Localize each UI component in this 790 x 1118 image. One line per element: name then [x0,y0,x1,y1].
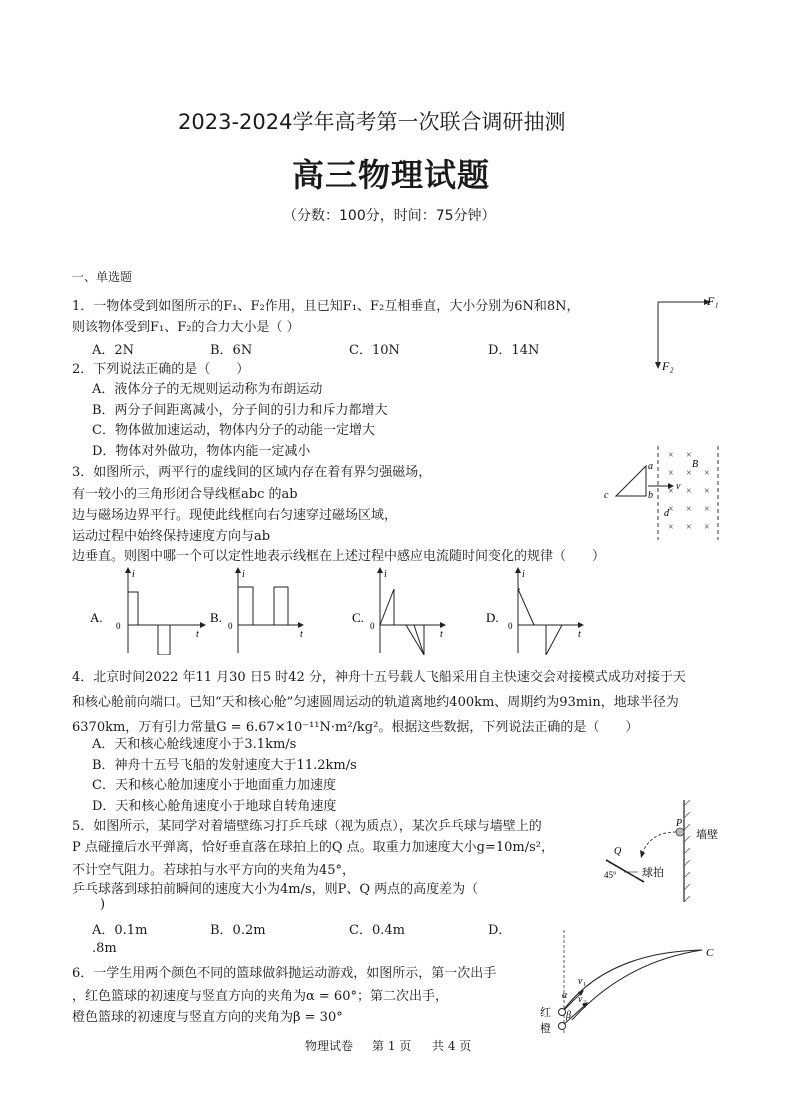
q3-line4: 运动过程中始终保持速度方向与ab [72,529,271,544]
exam-title: 2023-2024学年高考第一次联合调研抽测 [178,110,566,134]
q1-option-b: B．6N [210,343,253,358]
q6-basketball-diagram [534,926,730,1038]
q6-label-orange: 橙 [540,1023,551,1035]
q3-line5: 边垂直。则图中哪一个可以定性地表示线框在上述过程中感应电流随时间变化的规律（ ） [72,549,606,564]
q5-option-a: A．0.1m [92,923,148,938]
q4-line3: 6370km，万有引力常量G = 6.67×10⁻¹¹N·m²/kg²。根据这些数据，下列说法正确的是（ ） [72,720,639,735]
q3-graph-d [486,567,584,655]
wall-hatching [684,800,690,902]
q1-line2: 则该物体受到F₁、F₂的合力大小是（ ） [72,320,300,335]
q3-graph-label-c: C. [352,610,364,625]
field-cross: × [704,486,710,497]
q3-graph-d-o: 0 [508,621,513,631]
field-cross: × [686,522,692,533]
q5-line3: 不计空气阻力。若球拍与水平方向的夹角为45°， [72,863,356,878]
footer-page: 第 1 页 [372,1039,412,1053]
field-cross: × [704,504,710,515]
q3-label-d: d [664,508,669,519]
q3-graph-b [210,567,304,653]
field-cross: × [668,468,674,479]
q1-line1: 1．一物体受到如图所示的F₁、F₂作用，且已知F₁、F₂互相垂直，大小分别为6N和8N， [72,299,580,314]
q5-label-racket: 球拍 [642,867,664,879]
ball [676,828,684,836]
q3-label-b: b [648,490,653,501]
q3-graph-a [90,567,206,655]
q5-option-d: D． [488,923,512,938]
field-cross: × [686,486,692,497]
q5-line1: 5．如图所示，某同学对着墙壁练习打乒乓球（视为质点），某次乒乓球与墙壁上的 [72,819,542,834]
field-cross: × [704,522,710,533]
q4-option-a: A．天和核心舱线速度小于3.1km/s [92,737,297,752]
q5-option-b: B．0.2m [210,923,266,938]
section-heading: 一、单选题 [72,270,133,284]
q6-label-v1: v₁ [578,976,586,987]
field-cross: × [668,486,674,497]
q3-line2: 有一较小的三角形闭合导线框abc 的ab [72,487,298,502]
q6-label-beta: β [566,1010,571,1021]
q1-option-d: D．14N [488,343,540,358]
field-cross: × [686,468,692,479]
q6-label-red: 红 [540,1007,551,1019]
q1-force-diagram [650,290,730,380]
q2-option-c: C．物体做加速运动，物体内分子的动能一定增大 [92,423,375,438]
q3-graph-a-t: t [196,629,199,640]
q3-graph-label-d: D. [486,610,499,625]
field-cross: × [686,450,692,461]
q5-label-wall: 墙壁 [696,829,718,841]
q3-label-v: v [676,481,681,492]
q2-option-b: B．两分子间距离减小，分子间的引力和斥力都增大 [92,403,388,418]
q4-option-c: C．天和核心舱加速度小于地面重力加速度 [92,778,336,793]
q3-line1: 3．如图所示，两平行的虚线间的区域内存在着有界匀强磁场， [72,465,432,480]
field-cross: × [704,468,710,479]
q4-option-b: B．神舟十五号飞船的发射速度大于11.2km/s [92,758,357,773]
q3-graph-a-o: 0 [116,621,121,631]
q5-label-q: Q [614,846,622,857]
q2-stem: 2．下列说法正确的是（ ） [72,362,250,377]
q5-pingpong-diagram [596,796,726,906]
q3-magnetic-field-diagram [598,444,723,542]
q3-graph-a-i: i [132,569,135,580]
q3-graph-c-t: t [440,629,443,640]
q3-label-c: c [604,490,609,501]
field-cross: × [668,450,674,461]
field-cross: × [668,504,674,515]
footer-total: 共 4 页 [432,1039,472,1053]
f2-label: F₂ [662,359,674,373]
q3-graph-b-t: t [300,629,303,640]
q5-label-p: P [676,818,683,829]
q3-graph-b-i: i [242,569,245,580]
q6-label-v2: v₂ [578,994,586,1005]
footer-label: 物理试卷 [305,1039,354,1053]
q3-graph-c-o: 0 [370,621,375,631]
q5-line4: 乒乓球落到球拍前瞬间的速度大小为4m/s，则P、Q 两点的高度差为（ [72,882,479,897]
q6-label-c: C [706,947,714,959]
q3-graph-options [88,565,648,655]
q1-option-c: C．10N [349,343,400,358]
field-crosses [668,450,710,533]
q2-option-d: D．物体对外做功，物体内能一定减小 [92,444,311,459]
q5-label-angle: 45° [604,870,617,880]
q4-line2: 和核心舱前向端口。已知“天和核心舱”匀速圆周运动的轨道离地约400km、周期约为93min，地球半径为 [72,695,679,710]
q1-option-a: A．2N [92,343,135,358]
q3-graph-b-o: 0 [228,621,233,631]
red-ball [559,1009,566,1016]
orange-ball [559,1023,566,1030]
q2-option-a: A．液体分子的无规则运动称为布朗运动 [92,382,323,397]
q6-label-alpha: α [562,990,568,1001]
q4-option-d: D．天和核心舱角速度小于地球自转角速度 [92,799,337,814]
subject-title: 高三物理试题 [292,156,491,194]
field-cross: × [668,522,674,533]
q3-graph-label-a: A. [90,610,103,625]
q3-graph-label-b: B. [210,610,222,625]
q3-line3: 边与磁场边界平行。现使此线框向右匀速穿过磁场区域， [72,508,398,523]
q4-line1: 4．北京时间2022 年11 月30 日5 时42 分，神舟十五号载人飞船采用自主快速交会对接模式成功对接于天 [72,670,686,685]
q5-option-d-value: .8m [92,941,117,956]
q5-line2: P 点碰撞后水平弹离，恰好垂直落在球拍上的Q 点。取重力加速度大小g=10m/s²， [72,840,555,855]
q3-graph-c-i: i [384,569,387,580]
q3-label-a: a [648,461,653,472]
q6-line2: ，红色篮球的初速度与竖直方向的夹角为α = 60°；第二次出手， [72,989,448,1004]
q3-label-B: B [692,459,699,470]
q6-line3: 橙色篮球的初速度与竖直方向的夹角为β = 30° [72,1010,343,1025]
q6-line1: 6．一学生用两个颜色不同的篮球做斜抛运动游戏，如图所示，第一次出手 [72,966,497,981]
q5-line5: ) [100,897,106,912]
q3-graph-d-t: t [578,629,581,640]
q3-graph-c [352,567,446,655]
q3-graph-d-i: i [522,569,525,580]
f1-label: F₁ [707,294,719,308]
field-cross: × [686,504,692,515]
q5-option-c: C．0.4m [349,923,405,938]
exam-info: （分数：100分，时间：75分钟） [283,208,496,224]
